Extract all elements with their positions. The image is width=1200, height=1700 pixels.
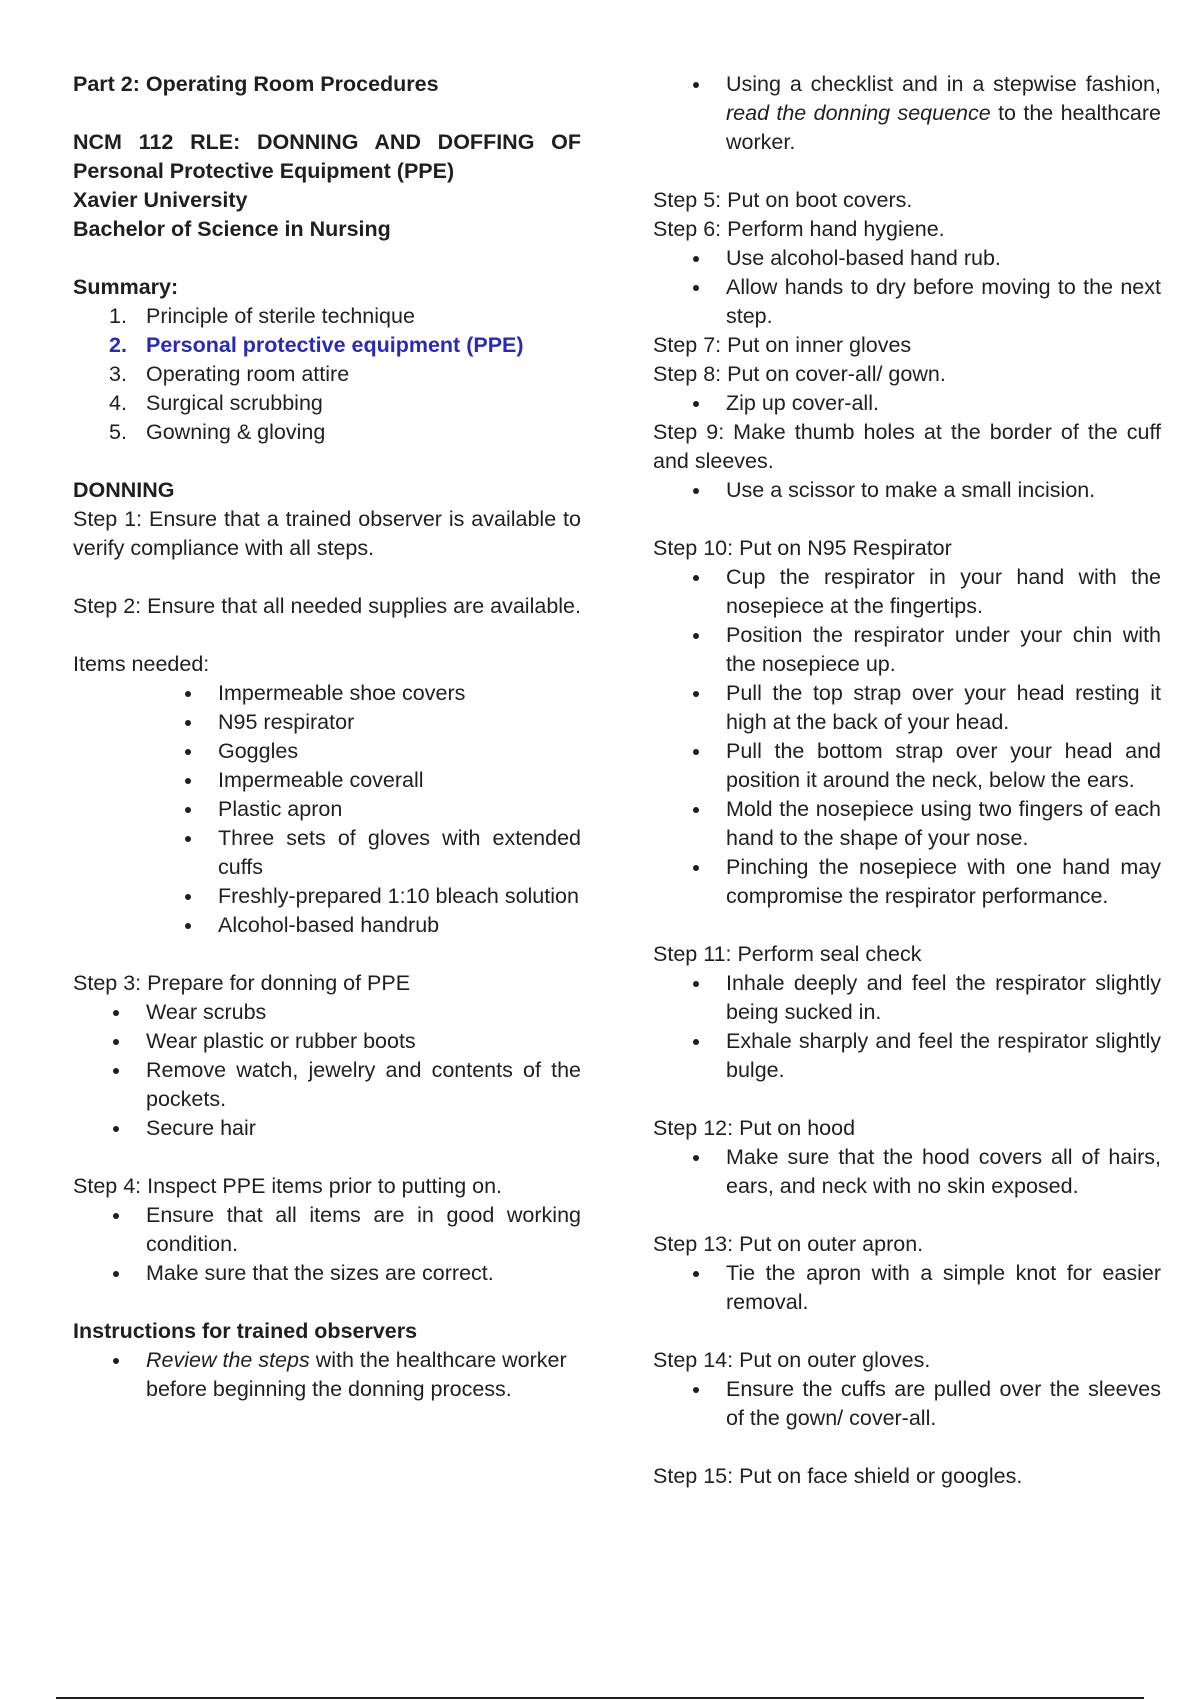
items-heading: Items needed: (73, 652, 210, 676)
page-bottom-rule (56, 1697, 1144, 1699)
list-item: Exhale sharply and feel the respirator slightly bulge. (653, 1027, 1161, 1085)
list-item: Tie the apron with a simple knot for easier removal. (653, 1259, 1161, 1317)
step-10: Step 10: Put on N95 Respirator (653, 536, 952, 560)
list-item: Remove watch, jewelry and contents of the pockets. (73, 1056, 581, 1114)
list-item: Plastic apron (73, 795, 581, 824)
summary-item: 5. Gowning & gloving (109, 420, 326, 444)
list-item: Zip up cover-all. (653, 389, 1161, 418)
list-item: Three sets of gloves with extended cuffs (73, 824, 581, 882)
step-10-list (653, 563, 1161, 911)
list-item: Position the respirator under your chin with the nosepiece up. (653, 621, 1161, 679)
items-list (73, 679, 581, 940)
list-item: Freshly-prepared 1:10 bleach solution (73, 882, 581, 911)
list-item: Review the steps with the healthcare worker before beginning the donning process. (73, 1346, 581, 1404)
step-15: Step 15: Put on face shield or googles. (653, 1464, 1023, 1488)
list-item: Pull the top strap over your head resting it high at the back of your head. (653, 679, 1161, 737)
step-8: Step 8: Put on cover-all/ gown. (653, 362, 946, 386)
list-item: Secure hair (73, 1114, 581, 1143)
list-item: Ensure the cuffs are pulled over the sleeves of the gown/ cover-all. (653, 1375, 1161, 1433)
summary-heading: Summary: (73, 275, 179, 299)
step-11: Step 11: Perform seal check (653, 942, 922, 966)
university: Xavier University (73, 188, 248, 212)
summary-item-highlighted: 2. Personal protective equipment (PPE) (109, 333, 524, 357)
list-item: Wear scrubs (73, 998, 581, 1027)
list-item: Use a scissor to make a small incision. (653, 476, 1161, 505)
step-3-list (73, 998, 581, 1143)
step-14: Step 14: Put on outer gloves. (653, 1348, 931, 1372)
list-item: Using a checklist and in a stepwise fashion, read the donning sequence to the healthcare worker. (653, 70, 1161, 157)
step-9: Step 9: Make thumb holes at the border of the cuff and sleeves. (653, 420, 1161, 473)
list-item: Ensure that all items are in good working condition. (73, 1201, 581, 1259)
observers-heading: Instructions for trained observers (73, 1319, 418, 1343)
list-item: Goggles (73, 737, 581, 766)
list-item: N95 respirator (73, 708, 581, 737)
list-item: Allow hands to dry before moving to the next step. (653, 273, 1161, 331)
list-item: Make sure that the hood covers all of hairs, ears, and neck with no skin exposed. (653, 1143, 1161, 1201)
step-6: Step 6: Perform hand hygiene. (653, 217, 945, 241)
step-13: Step 13: Put on outer apron. (653, 1232, 924, 1256)
list-item: Impermeable coverall (73, 766, 581, 795)
summary-item: 4. Surgical scrubbing (109, 391, 323, 415)
list-item: Make sure that the sizes are correct. (73, 1259, 581, 1288)
list-item: Pinching the nosepiece with one hand may compromise the respirator performance. (653, 853, 1161, 911)
step-1: Step 1: Ensure that a trained observer is available to verify compliance with all steps. (73, 507, 581, 560)
checklist-list (653, 70, 1161, 157)
step-4: Step 4: Inspect PPE items prior to putting on. (73, 1174, 503, 1198)
list-item: Pull the bottom strap over your head and position it around the neck, below the ears. (653, 737, 1161, 795)
step-4-list (73, 1201, 581, 1288)
list-item: Wear plastic or rubber boots (73, 1027, 581, 1056)
step-2: Step 2: Ensure that all needed supplies are available. (73, 594, 581, 618)
observers-list (73, 1346, 581, 1404)
step-3: Step 3: Prepare for donning of PPE (73, 971, 411, 995)
step-14-list (653, 1375, 1161, 1433)
step-5: Step 5: Put on boot covers. (653, 188, 913, 212)
course-title: NCM 112 RLE: DONNING AND DOFFING OF Personal Protective Equipment (PPE) (73, 130, 581, 183)
step-6-list (653, 244, 1161, 331)
list-item: Inhale deeply and feel the respirator slightly being sucked in. (653, 969, 1161, 1027)
step-12: Step 12: Put on hood (653, 1116, 856, 1140)
list-item: Cup the respirator in your hand with the nosepiece at the fingertips. (653, 563, 1161, 621)
list-item: Use alcohol-based hand rub. (653, 244, 1161, 273)
right-column (653, 70, 1161, 1491)
step-8-list (653, 389, 1161, 418)
program: Bachelor of Science in Nursing (73, 217, 391, 241)
summary-item: 1. Principle of sterile technique (109, 304, 415, 328)
donning-heading: DONNING (73, 478, 175, 502)
list-item: Impermeable shoe covers (73, 679, 581, 708)
part-title: Part 2: Operating Room Procedures (73, 72, 439, 96)
step-13-list (653, 1259, 1161, 1317)
step-7: Step 7: Put on inner gloves (653, 333, 912, 357)
step-12-list (653, 1143, 1161, 1201)
list-item: Alcohol-based handrub (73, 911, 581, 940)
left-column (73, 70, 581, 1404)
step-11-list (653, 969, 1161, 1085)
summary-item: 3. Operating room attire (109, 362, 350, 386)
list-item: Mold the nosepiece using two fingers of each hand to the shape of your nose. (653, 795, 1161, 853)
step-9-list (653, 476, 1161, 505)
summary-list (73, 302, 581, 447)
